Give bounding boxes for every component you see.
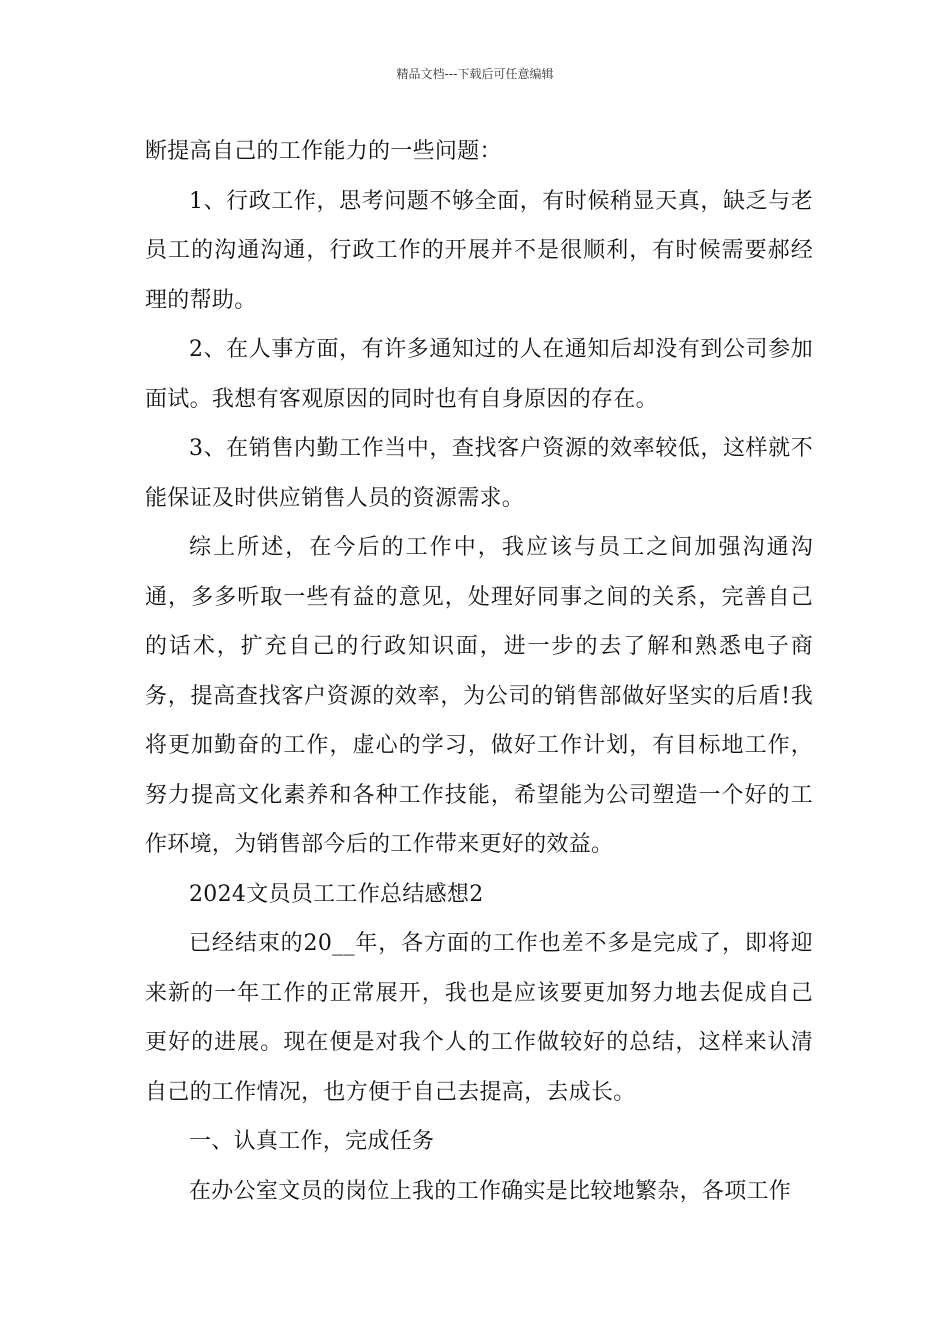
paragraph: 1、行政工作，思考问题不够全面，有时候稍显天真，缺乏与老员工的沟通沟通，行政工作的开展并不是很顺利，有时候需要郝经理的帮助。 xyxy=(145,188,813,313)
paragraph: 3、在销售内勤工作当中，查找客户资源的效率较低，这样就不能保证及时供应销售人员的资源需求。 xyxy=(145,436,813,511)
paragraph: 2、在人事方面，有许多通知过的人在通知后却没有到公司参加面试。我想有客观原因的同时也有自身原因的存在。 xyxy=(145,337,813,412)
section-title: 2024文员员工工作总结感想2 xyxy=(189,881,484,907)
page-header: 精品文档---下载后可任意编辑 xyxy=(396,67,554,81)
paragraph: 已经结束的20__年，各方面的工作也差不多是完成了，即将迎来新的一年工作的正常展开，我也是应该要更加努力地去促成自己更好的进展。现在便是对我个人的工作做较好的总结，这样来认清自己的工作情况，也方便于自己去提高，去成长。 xyxy=(145,931,813,1105)
document-body xyxy=(145,127,813,1216)
paragraph: 在办公室文员的岗位上我的工作确实是比较地繁杂，各项工作 xyxy=(189,1178,792,1204)
paragraph: 综上所述，在今后的工作中，我应该与员工之间加强沟通沟通，多多听取一些有益的意见，处理好同事之间的关系，完善自己的话术，扩充自己的行政知识面，进一步的去了解和熟悉电子商务，提高查找客户资源的效率，为公司的销售部做好坚实的后盾!我将更加勤奋的工作，虚心的学习，做好工作计划，有目标地工作，努力提高文化素养和各种工作技能，希望能为公司塑造一个好的工作环境，为销售部今后的工作带来更好的效益。 xyxy=(145,535,813,857)
section-heading: 一、认真工作，完成任务 xyxy=(189,1129,435,1154)
paragraph: 断提高自己的工作能力的一些问题： xyxy=(145,139,502,164)
